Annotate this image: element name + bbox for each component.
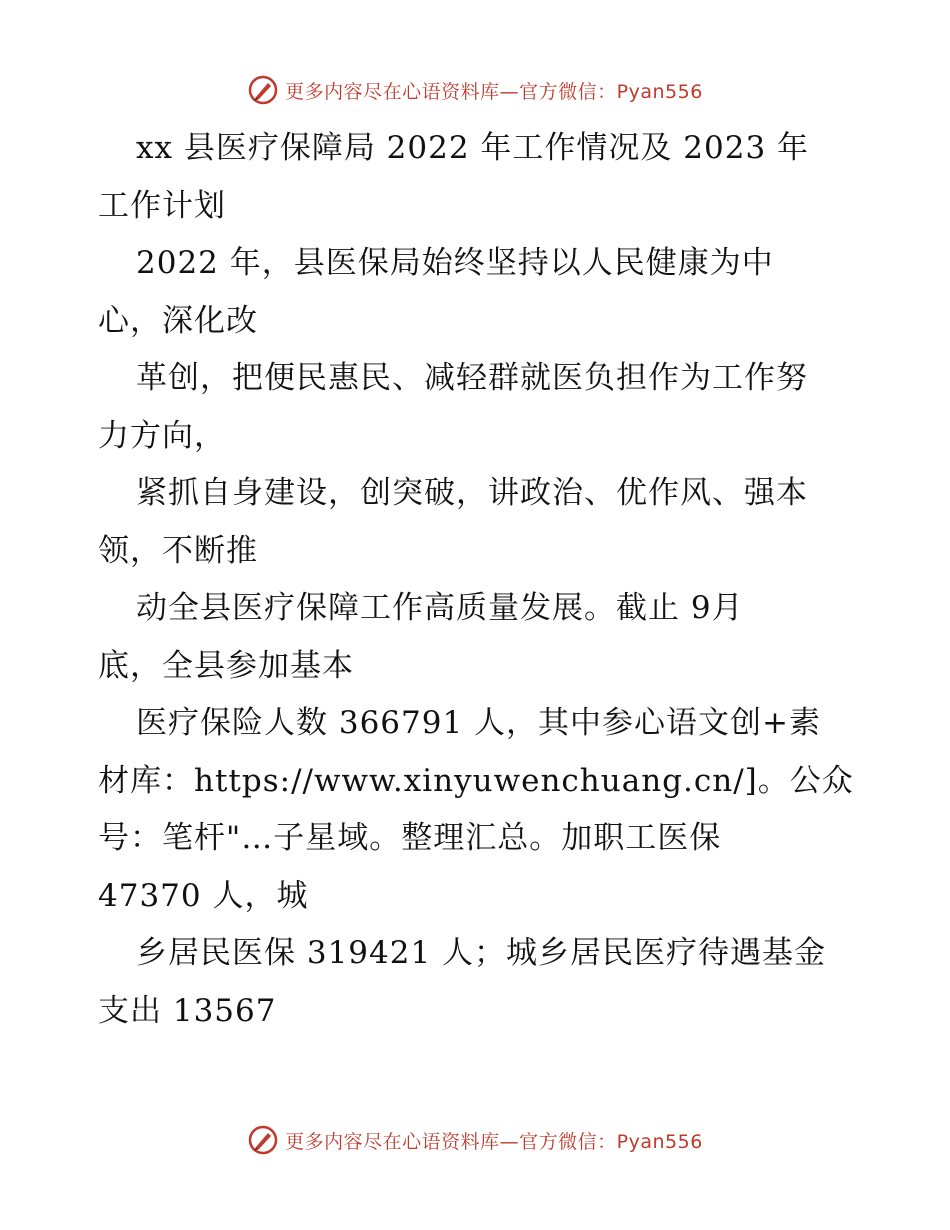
pen-logo-icon bbox=[247, 74, 279, 106]
doc-line: xx 县医疗保障局 2022 年工作情况及 2023 年 bbox=[136, 130, 810, 166]
doc-line: 力方向， bbox=[98, 417, 226, 454]
header-watermark-banner bbox=[0, 70, 950, 110]
doc-line: 47370 人，城 bbox=[98, 877, 309, 914]
document-body bbox=[98, 120, 868, 1040]
doc-line: 2022 年，县医保局始终坚持以人民健康为中 bbox=[136, 245, 774, 281]
doc-line: 心，深化改 bbox=[98, 302, 258, 339]
header-watermark-text: 更多内容尽在心语资料库—官方微信：Pyan556 bbox=[285, 80, 703, 103]
doc-line: 材库：https://www.xinyuwenchuang.cn/]。公众 bbox=[98, 762, 854, 799]
doc-line: 医疗保险人数 366791 人，其中参心语文创+素 bbox=[136, 705, 822, 741]
pen-logo-icon bbox=[247, 1124, 279, 1156]
doc-line: 底，全县参加基本 bbox=[98, 647, 354, 684]
doc-line: 乡居民医保 319421 人；城乡居民医疗待遇基金 bbox=[136, 935, 827, 971]
footer-watermark-text: 更多内容尽在心语资料库—官方微信：Pyan556 bbox=[285, 1130, 703, 1153]
doc-line: 紧抓自身建设，创突破，讲政治、优作风、强本 bbox=[136, 475, 808, 511]
doc-line: 革创，把便民惠民、减轻群就医负担作为工作努 bbox=[136, 360, 808, 396]
doc-line: 工作计划 bbox=[98, 187, 226, 224]
doc-line: 领，不断推 bbox=[98, 532, 258, 569]
doc-line: 动全县医疗保障工作高质量发展。截止 9月 bbox=[136, 590, 744, 626]
doc-line: 号：笔杆"…子星域。整理汇总。加职工医保 bbox=[98, 820, 722, 856]
doc-line: 支出 13567 bbox=[98, 992, 277, 1029]
footer-watermark-banner bbox=[0, 1120, 950, 1160]
